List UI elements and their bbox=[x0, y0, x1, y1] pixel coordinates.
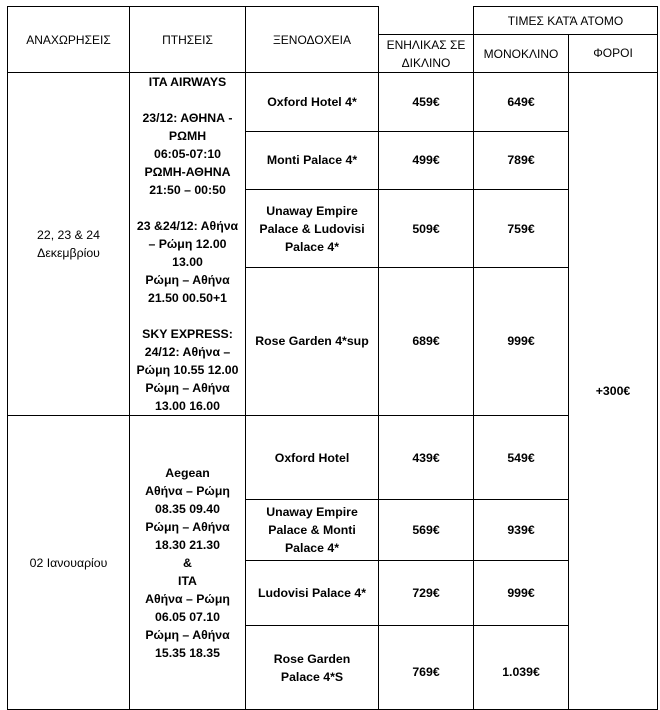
taxes-value: +300€ bbox=[569, 73, 658, 710]
hotel-name: Monti Palace 4* bbox=[246, 131, 379, 190]
header-flights: ΠΤΗΣΕΙΣ bbox=[130, 7, 246, 73]
hotel-name: Oxford Hotel bbox=[246, 416, 379, 500]
price-adult-double: 569€ bbox=[379, 500, 474, 561]
price-adult-double: 459€ bbox=[379, 73, 474, 132]
departure-date-1: 22, 23 & 24 Δεκεμβρίου bbox=[8, 73, 130, 416]
departure-date-2: 02 Ιανουαρίου bbox=[8, 416, 130, 710]
price-adult-double: 769€ bbox=[379, 626, 474, 710]
price-single: 999€ bbox=[474, 561, 569, 626]
price-adult-double: 729€ bbox=[379, 561, 474, 626]
flight-details-2: Aegean Αθήνα – Ρώμη 08.35 09.40 Ρώμη – Αθήνα 18.30 21.30 & ITA Αθήνα – Ρώμη 06.05 07.10 Ρώμη – Αθήνα 15.35 18.35 bbox=[130, 416, 246, 710]
price-adult-double: 499€ bbox=[379, 131, 474, 190]
price-single: 1.039€ bbox=[474, 626, 569, 710]
price-single: 789€ bbox=[474, 131, 569, 190]
price-single: 999€ bbox=[474, 267, 569, 415]
header-taxes: ΦΟΡΟΙ bbox=[569, 35, 658, 73]
header-prices-per-person: ΤΙΜΕΣ ΚΑΤΆ ΑΤΟΜΟ bbox=[474, 7, 658, 35]
price-adult-double: 509€ bbox=[379, 190, 474, 268]
hotel-name: Rose Garden Palace 4*S bbox=[246, 626, 379, 710]
price-single: 649€ bbox=[474, 73, 569, 132]
hotel-name: Oxford Hotel 4* bbox=[246, 73, 379, 132]
price-single: 939€ bbox=[474, 500, 569, 561]
price-adult-double: 439€ bbox=[379, 416, 474, 500]
header-single: ΜΟΝΟΚΛΙΝΟ bbox=[474, 35, 569, 73]
hotel-name: Unaway Empire Palace & Ludovisi Palace 4* bbox=[246, 190, 379, 268]
hotel-name: Ludovisi Palace 4* bbox=[246, 561, 379, 626]
header-departures: ΑΝΑΧΩΡΗΣΕΙΣ bbox=[8, 7, 130, 73]
price-single: 549€ bbox=[474, 416, 569, 500]
flight-details-1: ITA AIRWAYS 23/12: ΑΘΗΝΑ - ΡΩΜΗ 06:05-07:10 ΡΩΜΗ-ΑΘΗΝΑ 21:50 – 00:50 23 &24/12: Αθήνα – Ρώμη 12.00 13.00 Ρώμη – Αθήνα 21.50 00.50+1 SKY EXPRESS: 24/12: Αθήνα – Ρώμη 10.55 12.00 Ρώμη – Αθήνα 13.00 16.00 bbox=[130, 73, 246, 416]
header-blank bbox=[379, 7, 474, 35]
header-adult-double: ΕΝΗΛΙΚΑΣ ΣΕ ΔΙΚΛΙΝΟ bbox=[379, 35, 474, 73]
hotel-name: Rose Garden 4*sup bbox=[246, 267, 379, 415]
price-table bbox=[7, 6, 658, 710]
hotel-name: Unaway Empire Palace & Monti Palace 4* bbox=[246, 500, 379, 561]
price-adult-double: 689€ bbox=[379, 267, 474, 415]
price-single: 759€ bbox=[474, 190, 569, 268]
header-hotels: ΞΕΝΟΔΟΧΕΙΑ bbox=[246, 7, 379, 73]
